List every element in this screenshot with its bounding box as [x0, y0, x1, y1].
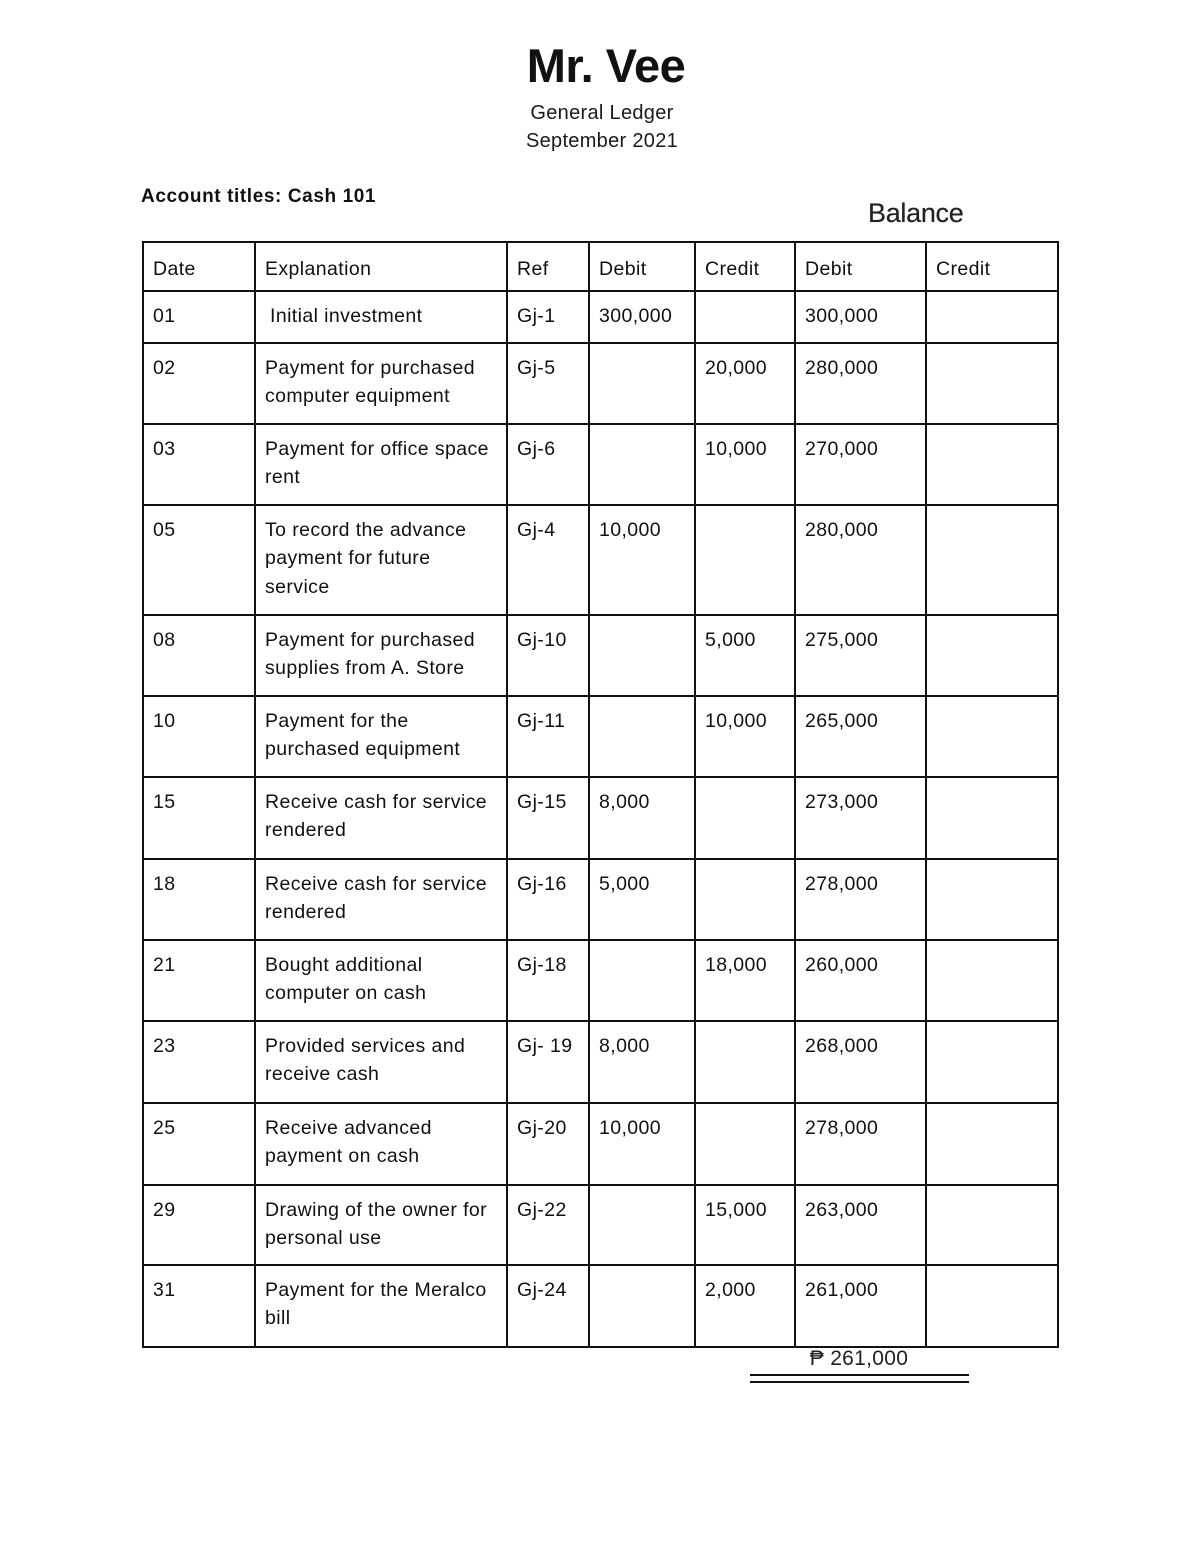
table-row [143, 424, 1058, 505]
cell-balance-debit: 263,000 [795, 1185, 926, 1265]
cell-ref: Gj-22 [507, 1185, 589, 1265]
cell-balance-debit: 280,000 [795, 505, 926, 615]
cell-balance-credit [926, 291, 1058, 343]
final-balance: ₱ 261,000 [809, 1347, 909, 1370]
cell-balance-credit [926, 1185, 1058, 1265]
cell-explanation: Provided services and receive cash [255, 1021, 507, 1103]
cell-debit [589, 940, 695, 1021]
cell-credit [695, 1103, 795, 1185]
column-header-date: Date [143, 242, 255, 291]
ledger-table [142, 241, 1059, 1348]
cell-balance-debit: 273,000 [795, 777, 926, 859]
cell-explanation: Receive cash for service rendered [255, 859, 507, 940]
cell-date: 31 [143, 1265, 255, 1347]
table-row [143, 505, 1058, 615]
column-header-credit: Credit [695, 242, 795, 291]
cell-credit: 10,000 [695, 696, 795, 777]
cell-date: 03 [143, 424, 255, 505]
cell-balance-debit: 278,000 [795, 859, 926, 940]
cell-balance-credit [926, 940, 1058, 1021]
cell-ref: Gj-20 [507, 1103, 589, 1185]
table-row [143, 291, 1058, 343]
table-row [143, 777, 1058, 859]
cell-debit: 5,000 [589, 859, 695, 940]
column-header-balance-credit: Credit [926, 242, 1058, 291]
cell-explanation: Initial investment [255, 291, 507, 343]
cell-explanation: Payment for purchased computer equipment [255, 343, 507, 424]
cell-ref: Gj-18 [507, 940, 589, 1021]
cell-ref: Gj- 19 [507, 1021, 589, 1103]
account-title: Account titles: Cash 101 [141, 186, 377, 207]
cell-credit: 15,000 [695, 1185, 795, 1265]
cell-credit [695, 1021, 795, 1103]
cell-date: 23 [143, 1021, 255, 1103]
cell-date: 02 [143, 343, 255, 424]
cell-debit: 8,000 [589, 1021, 695, 1103]
column-header-debit: Debit [589, 242, 695, 291]
cell-explanation: Bought additional computer on cash [255, 940, 507, 1021]
cell-balance-credit [926, 505, 1058, 615]
cell-balance-credit [926, 859, 1058, 940]
cell-ref: Gj-6 [507, 424, 589, 505]
cell-credit: 18,000 [695, 940, 795, 1021]
table-row [143, 1265, 1058, 1347]
cell-date: 29 [143, 1185, 255, 1265]
cell-balance-debit: 261,000 [795, 1265, 926, 1347]
cell-date: 01 [143, 291, 255, 343]
cell-date: 18 [143, 859, 255, 940]
cell-credit: 2,000 [695, 1265, 795, 1347]
cell-debit [589, 343, 695, 424]
table-row [143, 1185, 1058, 1265]
cell-balance-credit [926, 343, 1058, 424]
cell-credit: 10,000 [695, 424, 795, 505]
cell-ref: Gj-10 [507, 615, 589, 696]
cell-balance-debit: 275,000 [795, 615, 926, 696]
cell-explanation: Payment for purchased supplies from A. Store [255, 615, 507, 696]
cell-balance-debit: 300,000 [795, 291, 926, 343]
cell-explanation: To record the advance payment for future service [255, 505, 507, 615]
cell-balance-debit: 265,000 [795, 696, 926, 777]
table-row [143, 343, 1058, 424]
cell-explanation: Payment for the purchased equipment [255, 696, 507, 777]
cell-explanation: Payment for the Meralco bill [255, 1265, 507, 1347]
cell-balance-debit: 270,000 [795, 424, 926, 505]
document-subtitle: General Ledger [530, 102, 674, 124]
cell-balance-debit: 278,000 [795, 1103, 926, 1185]
table-row [143, 1103, 1058, 1185]
cell-explanation: Payment for office space rent [255, 424, 507, 505]
cell-date: 08 [143, 615, 255, 696]
cell-credit [695, 777, 795, 859]
page-title: Mr. Vee [526, 39, 686, 92]
cell-date: 21 [143, 940, 255, 1021]
table-row [143, 696, 1058, 777]
cell-credit: 20,000 [695, 343, 795, 424]
cell-date: 10 [143, 696, 255, 777]
ledger-header-row [143, 242, 1058, 291]
cell-date: 15 [143, 777, 255, 859]
ledger-body [143, 291, 1058, 1347]
table-row [143, 615, 1058, 696]
column-header-balance-debit: Debit [795, 242, 926, 291]
cell-debit [589, 1185, 695, 1265]
cell-credit: 5,000 [695, 615, 795, 696]
cell-balance-debit: 260,000 [795, 940, 926, 1021]
cell-balance-credit [926, 1265, 1058, 1347]
balance-column-group-label: Balance [868, 198, 964, 228]
cell-ref: Gj-24 [507, 1265, 589, 1347]
cell-balance-credit [926, 1021, 1058, 1103]
cell-date: 25 [143, 1103, 255, 1185]
cell-debit [589, 1265, 695, 1347]
double-underline [750, 1374, 969, 1383]
cell-explanation: Receive cash for service rendered [255, 777, 507, 859]
cell-debit: 10,000 [589, 1103, 695, 1185]
cell-balance-credit [926, 696, 1058, 777]
cell-debit [589, 696, 695, 777]
cell-ref: Gj-5 [507, 343, 589, 424]
cell-credit [695, 291, 795, 343]
cell-balance-credit [926, 615, 1058, 696]
cell-ref: Gj-1 [507, 291, 589, 343]
cell-credit [695, 859, 795, 940]
cell-balance-debit: 268,000 [795, 1021, 926, 1103]
cell-debit [589, 424, 695, 505]
cell-debit [589, 615, 695, 696]
cell-ref: Gj-16 [507, 859, 589, 940]
table-row [143, 940, 1058, 1021]
column-header-ref: Ref [507, 242, 589, 291]
cell-credit [695, 505, 795, 615]
cell-explanation: Drawing of the owner for personal use [255, 1185, 507, 1265]
cell-date: 05 [143, 505, 255, 615]
cell-balance-credit [926, 424, 1058, 505]
cell-debit: 300,000 [589, 291, 695, 343]
cell-debit: 8,000 [589, 777, 695, 859]
document-period: September 2021 [525, 130, 679, 152]
cell-ref: Gj-15 [507, 777, 589, 859]
table-row [143, 1021, 1058, 1103]
cell-ref: Gj-4 [507, 505, 589, 615]
cell-balance-debit: 280,000 [795, 343, 926, 424]
cell-balance-credit [926, 777, 1058, 859]
column-header-explanation: Explanation [255, 242, 507, 291]
cell-ref: Gj-11 [507, 696, 589, 777]
cell-balance-credit [926, 1103, 1058, 1185]
cell-debit: 10,000 [589, 505, 695, 615]
cell-explanation: Receive advanced payment on cash [255, 1103, 507, 1185]
table-row [143, 859, 1058, 940]
